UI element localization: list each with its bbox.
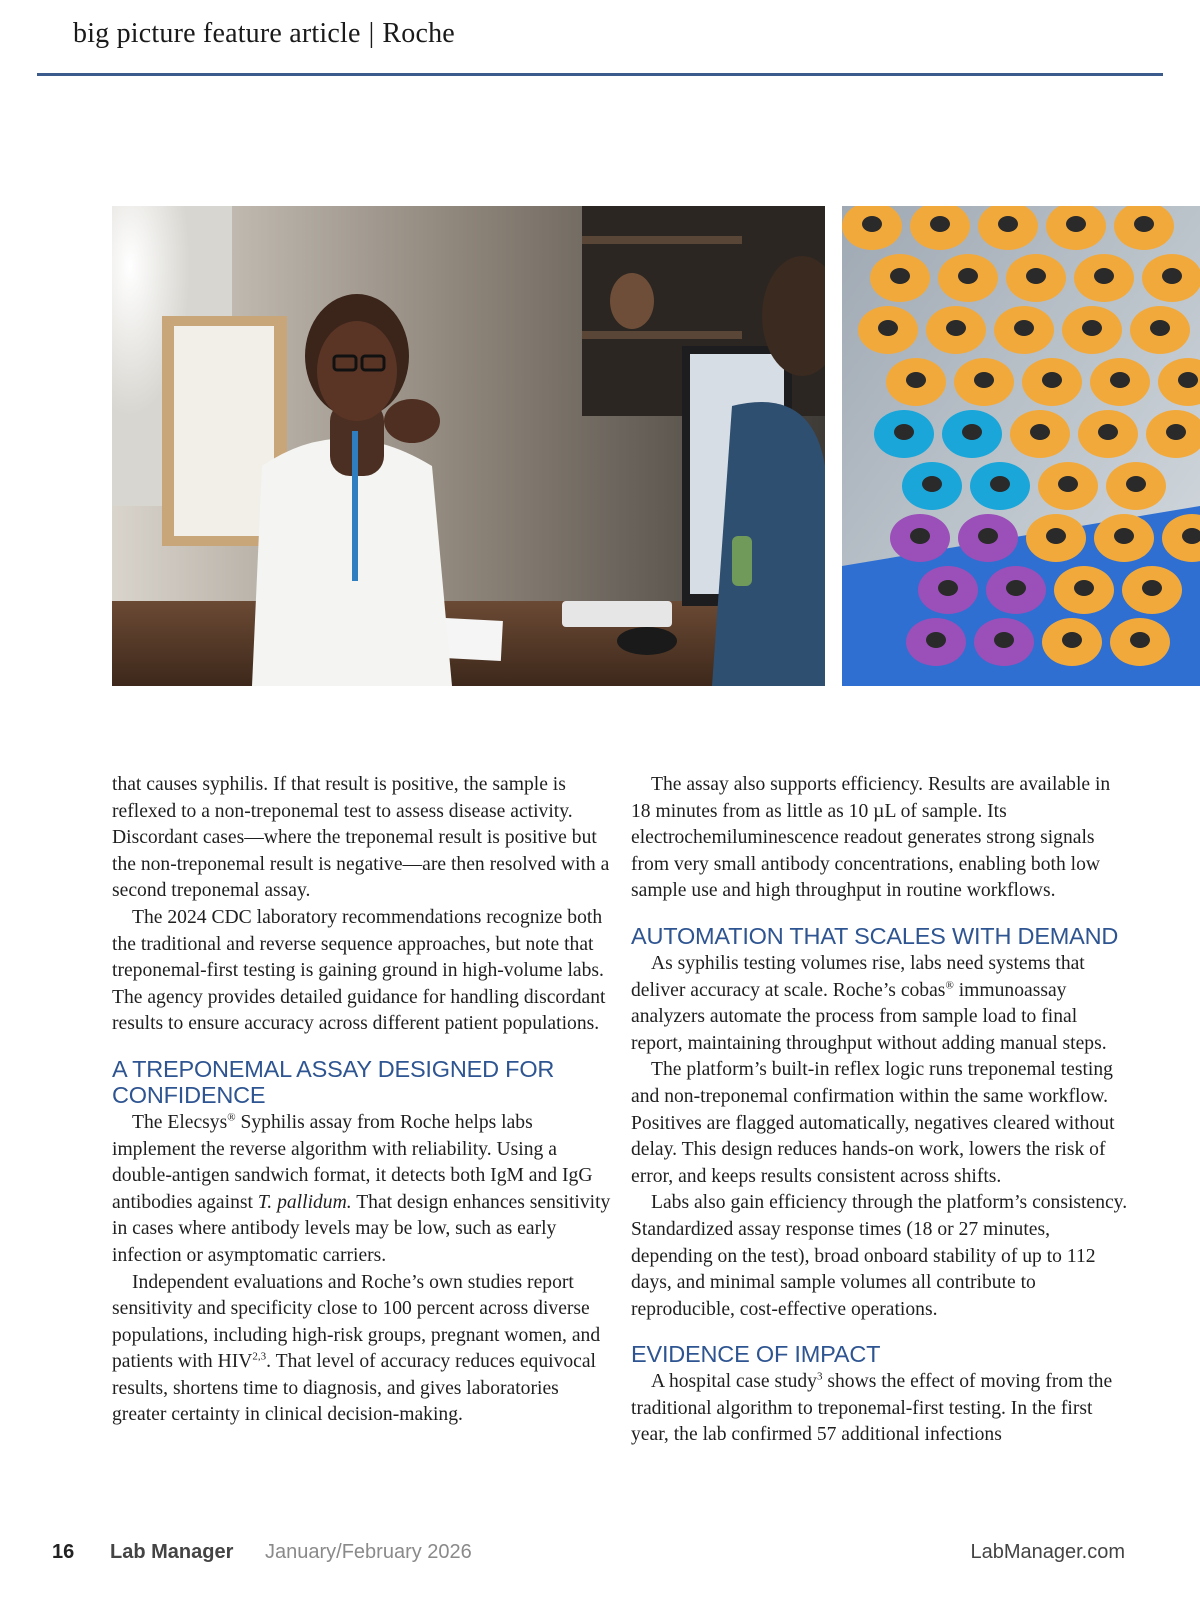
tube-cap: [1006, 254, 1066, 302]
tube-cap: [1026, 514, 1086, 562]
header-separator: |: [368, 18, 375, 49]
body-paragraph: As syphilis testing volumes rise, labs need systems that deliver accuracy at scale. Roche’s cobas® immunoassay analyzers automate the process from sample load to final report, maintaining throughput without adding manual steps.: [631, 952, 1107, 1054]
website-url: LabManager.com: [970, 1541, 1125, 1563]
tube-cap: [1010, 410, 1070, 458]
tube-cap: [1142, 254, 1200, 302]
section-heading: EVIDENCE OF IMPACT: [631, 1341, 881, 1368]
tube-cap: [986, 566, 1046, 614]
tube-cap: [970, 462, 1030, 510]
citation-superscript: 3: [816, 1370, 823, 1383]
section-heading: A TREPONEMAL ASSAY DESIGNED FOR CONFIDENCE: [112, 1055, 555, 1108]
tube-cap: [1074, 254, 1134, 302]
tube-cap: [858, 306, 918, 354]
tube-cap: [874, 410, 934, 458]
clinician-consultation-photo: [112, 206, 825, 686]
species-name: T. pallidum.: [257, 1191, 352, 1213]
body-paragraph: The Elecsys® Syphilis assay from Roche helps labs implement the reverse algorithm with reliability. Using a double-antigen sandwich format, it detects both IgM and IgG antibodies against T. pallidum. That design enhances sensitivity in cases where antibody levels may be low, such as early infection or asymptomatic carriers.: [112, 1111, 611, 1266]
article-column-right: [631, 772, 1131, 1449]
tube-cap: [1122, 566, 1182, 614]
tube-cap: [1038, 462, 1098, 510]
tube-cap: [958, 514, 1018, 562]
running-header: [73, 18, 455, 50]
tube-cap: [1022, 358, 1082, 406]
body-paragraph: The platform’s built-in reflex logic runs treponemal testing and non-treponemal confirmation within the same workflow. Positives are flagged automatically, negatives cleared without delay. This design reduces hands-on work, lowers the risk of error, and keeps results consistent across shifts.: [631, 1059, 1115, 1187]
blood-collection-tubes-photo: [842, 206, 1200, 686]
tube-cap: [1106, 462, 1166, 510]
tube-cap: [1054, 566, 1114, 614]
body-paragraph: The assay also supports efficiency. Results are available in 18 minutes from as little as 10 µL of sample. Its electrochemiluminescence readout generates strong signals from very small antibody concentrations, enabling both low sample use and high throughput in routine workflows.: [631, 774, 1111, 902]
tube-cap: [954, 358, 1014, 406]
section-heading: AUTOMATION THAT SCALES WITH DEMAND: [631, 922, 1119, 949]
tube-cap: [942, 410, 1002, 458]
tube-cap: [902, 462, 962, 510]
body-paragraph: Independent evaluations and Roche’s own studies report sensitivity and specificity close to 100 percent across diverse populations, including high-risk groups, pregnant women, and patients with HIV$^{2,3}$. That level of accuracy reduces equivocal results, shortens time to diagnosis, and gives laboratories greater certainty in clinical decision-making.: [112, 1271, 601, 1426]
article-column-left: [112, 772, 614, 1429]
tube-cap: [870, 254, 930, 302]
header-section: big picture feature article: [73, 18, 361, 49]
tube-cap: [1062, 306, 1122, 354]
publication-name: Lab Manager: [110, 1541, 234, 1563]
header-rule: [37, 73, 1163, 76]
header-brand: Roche: [382, 18, 455, 49]
tube-cap: [1042, 618, 1102, 666]
page-footer: [0, 1538, 1200, 1570]
tube-cap: [886, 358, 946, 406]
tube-cap: [1090, 358, 1150, 406]
tube-cap: [1130, 306, 1190, 354]
issue-date: January/February 2026: [265, 1541, 472, 1563]
body-paragraph: A hospital case study$^3$ shows the effect of moving from the traditional algorithm to treponemal-first testing. In the first year, the lab confirmed 57 additional infections: [631, 1370, 1113, 1446]
tube-cap: [890, 514, 950, 562]
registered-mark: ®: [227, 1111, 236, 1124]
registered-mark: ®: [945, 979, 954, 992]
tube-cap: [994, 306, 1054, 354]
tube-cap: [1094, 514, 1154, 562]
body-paragraph: Labs also gain efficiency through the platform’s consistency. Standardized assay response times (18 or 27 minutes, depending on the test), broad onboard stability of up to 112 days, and minimal sample volumes all contribute to reproducible, cost-effective operations.: [631, 1192, 1128, 1320]
tube-cap: [974, 618, 1034, 666]
tube-cap: [906, 618, 966, 666]
tube-cap: [926, 306, 986, 354]
page-number: 16: [52, 1541, 75, 1563]
tube-cap: [1110, 618, 1170, 666]
tube-cap: [938, 254, 998, 302]
tube-cap: [918, 566, 978, 614]
body-paragraph: that causes syphilis. If that result is positive, the sample is reflexed to a non-treponemal test to assess disease activity. Discordant cases—where the treponemal result is positive but the non-treponemal result is negative—are then resolved with a second treponemal assay.: [112, 774, 610, 902]
citation-superscript: 2,3: [252, 1350, 267, 1363]
body-paragraph: The 2024 CDC laboratory recommendations recognize both the traditional and reverse sequence approaches, but note that treponemal-first testing is gaining ground in high-volume labs. The agency provides detailed guidance for handling discordant results to ensure accuracy across different patient populations.: [112, 906, 606, 1035]
tube-cap: [1078, 410, 1138, 458]
